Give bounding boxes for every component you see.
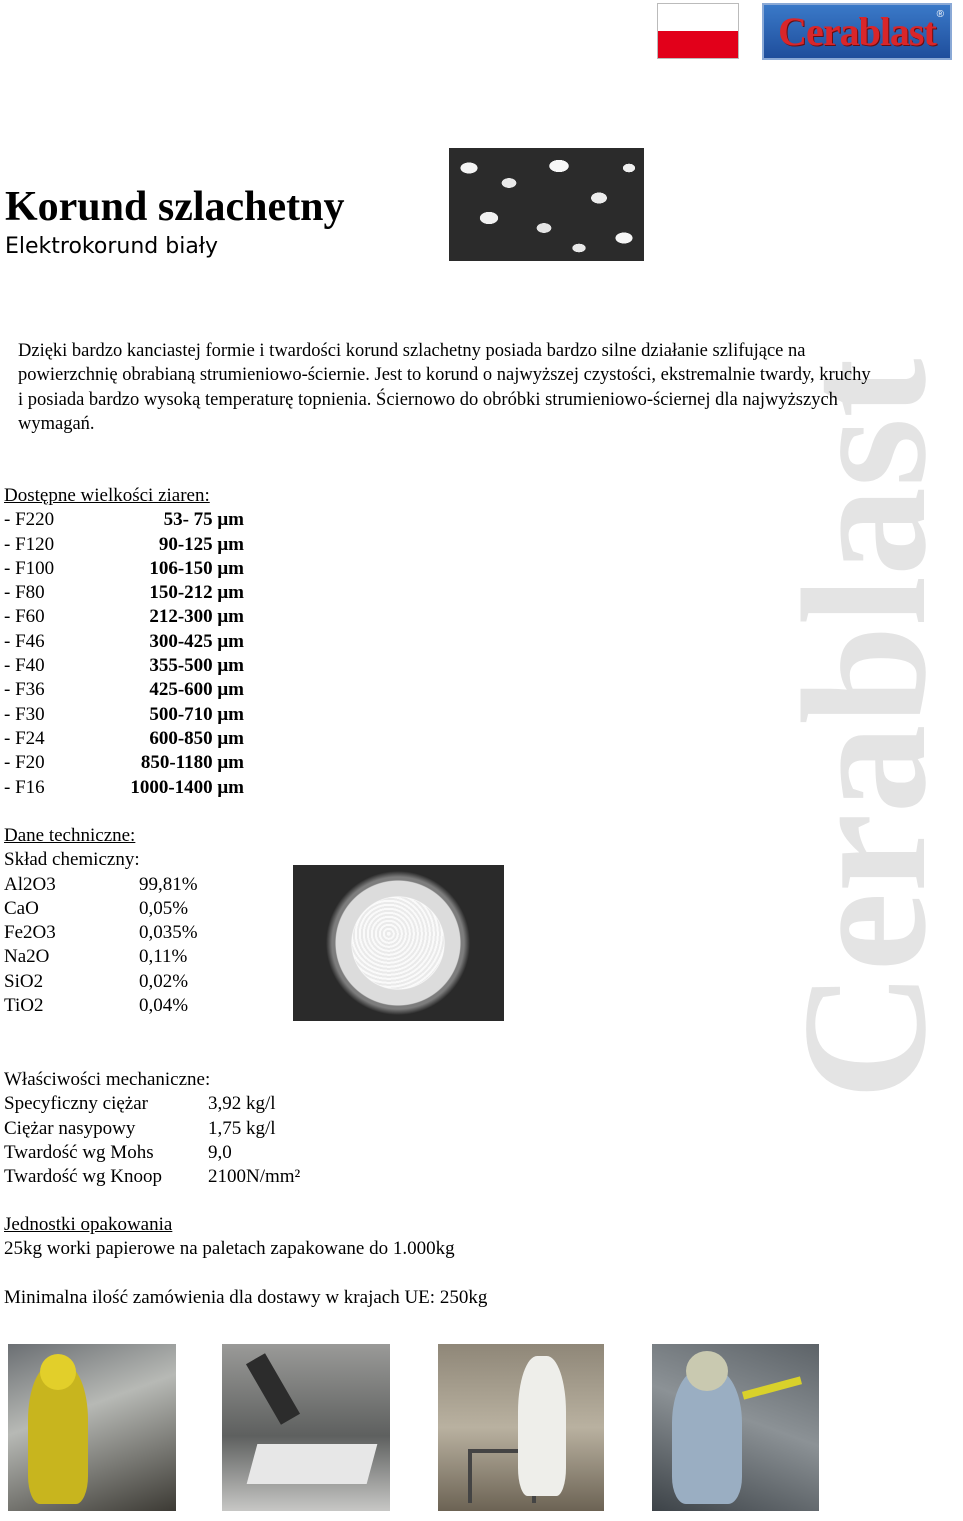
property-label: Ciężar nasypowy <box>4 1117 136 1139</box>
polish-flag-icon <box>657 3 739 59</box>
grain-size: 53- 75 μm <box>163 509 244 531</box>
corundum-crystals-image <box>449 148 644 261</box>
property-value: 1,75 kg/l <box>208 1117 276 1139</box>
property-value: 3,92 kg/l <box>208 1093 276 1115</box>
compound-name: Fe2O3 <box>4 922 56 944</box>
table-row <box>4 897 198 921</box>
watermark-text: Cerablast <box>765 358 963 1100</box>
table-row <box>4 945 198 969</box>
mechanical-properties-heading: Właściwości mechaniczne: <box>4 1069 211 1090</box>
compound-name: TiO2 <box>4 995 44 1017</box>
table-row <box>4 994 198 1018</box>
table-row <box>4 873 198 897</box>
grain-grade: - F80 <box>4 582 45 604</box>
cerablast-logo <box>762 3 952 60</box>
table-row <box>4 751 244 775</box>
grain-size: 600-850 μm <box>149 727 244 749</box>
compound-value: 99,81% <box>139 873 198 895</box>
table-row <box>4 678 244 702</box>
table-row <box>4 557 244 581</box>
property-label: Specyficzny ciężar <box>4 1093 148 1115</box>
technical-data-heading: Dane techniczne: <box>4 825 136 846</box>
compound-value: 0,035% <box>139 922 198 944</box>
packaging-text: 25kg worki papierowe na paletach zapakowane do 1.000kg <box>4 1238 455 1260</box>
page-title: Korund szlachetny <box>5 184 345 230</box>
compound-value: 0,02% <box>139 970 189 992</box>
chemical-composition-table <box>4 873 198 1019</box>
table-row <box>4 727 244 751</box>
compound-name: CaO <box>4 897 39 919</box>
intro-paragraph: Dzięki bardzo kanciastej formie i twardości korund szlachetny posiada bardzo silne działanie szlifujące na powierzchnię obrabianą strumieniowo-ściernie. Jest to korund o najwyższej czystości, ekstremalnie twardy, kruchy i posiada bardzo wysoką temperaturę topnienia. Ściernowo do obróbki strumieniowo-ściernej dla najwyższych wymagań. <box>18 341 871 434</box>
grain-sizes-heading: Dostępne wielkości ziaren: <box>4 485 210 506</box>
blasting-operator-photo <box>8 1344 176 1511</box>
table-row <box>4 703 244 727</box>
property-label: Twardość wg Mohs <box>4 1141 154 1163</box>
property-value: 9,0 <box>208 1141 232 1163</box>
grain-size: 500-710 μm <box>149 703 244 725</box>
table-row <box>4 508 244 532</box>
table-row <box>4 605 244 629</box>
registered-mark: ® <box>936 9 944 20</box>
chemical-composition-heading: Skład chemiczny: <box>4 849 140 871</box>
grain-size: 850-1180 μm <box>140 752 244 774</box>
compound-value: 0,11% <box>139 946 188 968</box>
grain-grade: - F30 <box>4 703 45 725</box>
grain-grade: - F220 <box>4 509 55 531</box>
table-row <box>4 581 244 605</box>
grain-size: 300-425 μm <box>149 630 244 652</box>
grain-sizes-table <box>4 508 244 800</box>
grain-grade: - F100 <box>4 557 55 579</box>
page-subtitle: Elektrokorund biały <box>5 234 219 259</box>
blasting-cabin-photo <box>438 1344 604 1511</box>
grain-grade: - F46 <box>4 630 45 652</box>
technical-data-section <box>4 824 198 1018</box>
compound-name: Na2O <box>4 946 50 968</box>
table-row <box>4 1117 300 1141</box>
table-row <box>4 1141 300 1165</box>
table-row <box>4 1165 300 1189</box>
property-label: Twardość wg Knoop <box>4 1166 163 1188</box>
grain-grade: - F60 <box>4 606 45 628</box>
packaging-section <box>4 1213 455 1262</box>
table-row <box>4 970 198 994</box>
blasting-part-photo <box>222 1344 390 1511</box>
blasting-worker-photo <box>652 1344 819 1511</box>
grain-grade: - F36 <box>4 679 45 701</box>
grain-grade: - F120 <box>4 533 55 555</box>
minimum-order-text: Minimalna ilość zamówienia dla dostawy w krajach UE: 250kg <box>4 1287 488 1308</box>
packaging-heading: Jednostki opakowania <box>4 1214 173 1235</box>
grain-size: 90-125 μm <box>158 533 244 555</box>
grain-size: 425-600 μm <box>149 679 244 701</box>
grain-grade: - F16 <box>4 776 45 798</box>
grain-grade: - F40 <box>4 655 45 677</box>
table-row <box>4 1092 300 1116</box>
table-row <box>4 630 244 654</box>
logo-text: Cerablast <box>778 9 936 54</box>
compound-value: 0,05% <box>139 897 189 919</box>
table-row <box>4 921 198 945</box>
property-value: 2100N/mm² <box>208 1166 301 1188</box>
table-row <box>4 533 244 557</box>
grain-size: 150-212 μm <box>149 582 244 604</box>
mechanical-properties-section <box>4 1068 300 1189</box>
grain-grade: - F24 <box>4 727 45 749</box>
mechanical-properties-table <box>4 1092 300 1189</box>
grain-size: 106-150 μm <box>149 557 244 579</box>
compound-name: SiO2 <box>4 970 44 992</box>
table-row <box>4 654 244 678</box>
grain-size: 1000-1400 μm <box>130 776 244 798</box>
grain-grade: - F20 <box>4 752 45 774</box>
grain-size: 355-500 μm <box>149 655 244 677</box>
powder-dish-image <box>293 865 504 1021</box>
grain-size: 212-300 μm <box>149 606 244 628</box>
grain-sizes-section <box>4 484 244 800</box>
table-row <box>4 776 244 800</box>
watermark <box>600 330 963 1110</box>
compound-value: 0,04% <box>139 995 189 1017</box>
compound-name: Al2O3 <box>4 873 56 895</box>
